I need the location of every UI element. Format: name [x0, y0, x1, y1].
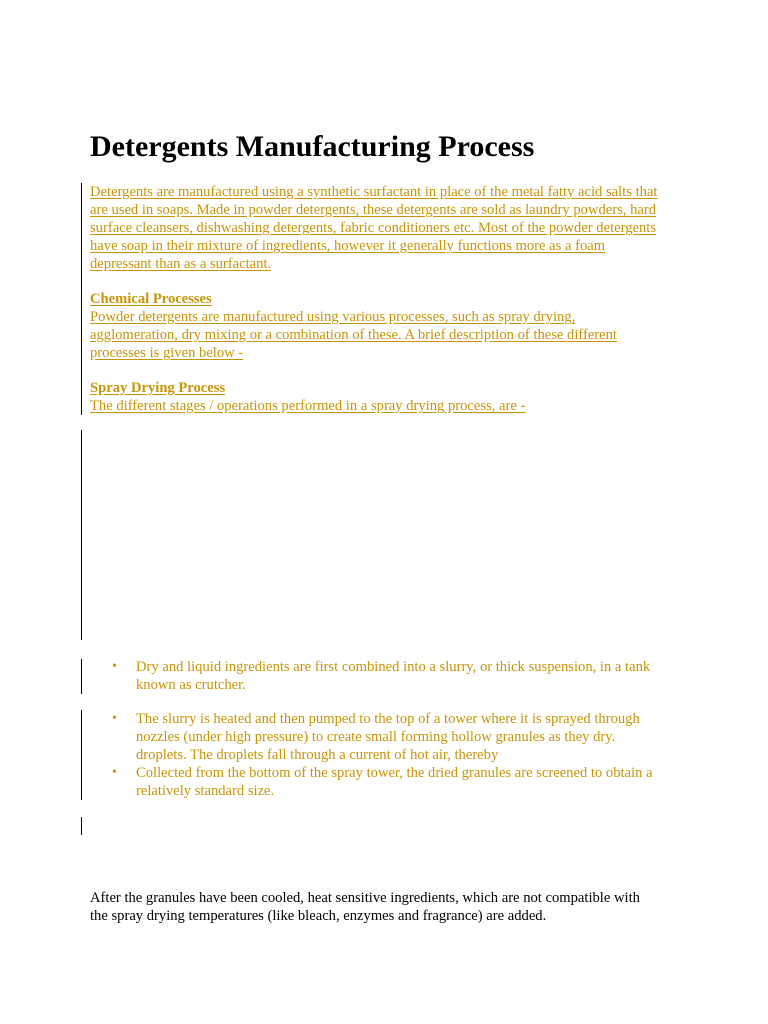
- spray-steps-list: [112, 710, 692, 800]
- chemical-line: agglomeration, dry mixing or a combination of these. A brief description of these different: [90, 327, 617, 343]
- closing-line: the spray drying temperatures (like bleach, enzymes and fragrance) are added.: [90, 908, 547, 924]
- spray-steps-list: [112, 658, 692, 694]
- bullet-marker: •: [112, 659, 117, 674]
- change-bar: [81, 817, 82, 835]
- closing-paragraph: [90, 889, 690, 925]
- bullet-line: nozzles (under high pressure) to create small forming hollow granules as they dry.: [136, 729, 616, 745]
- list-item: [112, 764, 692, 800]
- intro-line: depressant than as a surfactant.: [90, 256, 272, 272]
- spray-line: The different stages / operations performed in a spray drying process, are -: [90, 398, 526, 414]
- change-bar: [81, 183, 82, 415]
- bullet-line: relatively standard size.: [136, 783, 275, 799]
- bullet-line: droplets. The droplets fall through a current of hot air, thereby: [136, 747, 499, 763]
- change-bar: [81, 659, 82, 694]
- bullet-marker: •: [112, 711, 117, 726]
- chemical-line: processes is given below -: [90, 345, 244, 361]
- list-item: [112, 710, 692, 764]
- intro-line: have soap in their mixture of ingredients, however it generally functions more as a foam: [90, 238, 606, 254]
- bullet-line: Collected from the bottom of the spray tower, the dried granules are screened to obtain a: [136, 765, 653, 781]
- change-bar: [81, 710, 82, 800]
- page-title: Detergents Manufacturing Process: [90, 130, 535, 163]
- bullet-line: Dry and liquid ingredients are first combined into a slurry, or thick suspension, in a tank: [136, 659, 651, 675]
- bullet-line: The slurry is heated and then pumped to the top of a tower where it is sprayed through: [136, 711, 640, 727]
- closing-line: After the granules have been cooled, heat sensitive ingredients, which are not compatible with: [90, 890, 640, 906]
- section-heading: Spray Drying Process: [90, 380, 226, 396]
- change-bar: [81, 430, 82, 640]
- intro-line: Detergents are manufactured using a synthetic surfactant in place of the metal fatty acid salts that: [90, 184, 658, 200]
- bullet-marker: •: [112, 765, 117, 780]
- spray-drying-section: [90, 379, 690, 415]
- section-heading: Chemical Processes: [90, 291, 212, 307]
- intro-line: surface cleansers, dishwashing detergents, fabric conditioners etc. Most of the powder detergents: [90, 220, 657, 236]
- chemical-line: Powder detergents are manufactured using various processes, such as spray drying,: [90, 309, 576, 325]
- intro-line: are used in soaps. Made in powder detergents, these detergents are sold as laundry powders, hard: [90, 202, 657, 218]
- chemical-processes-section: [90, 290, 690, 362]
- bullet-line: known as crutcher.: [136, 677, 246, 693]
- intro-paragraph: [90, 183, 690, 273]
- list-item: [112, 658, 692, 694]
